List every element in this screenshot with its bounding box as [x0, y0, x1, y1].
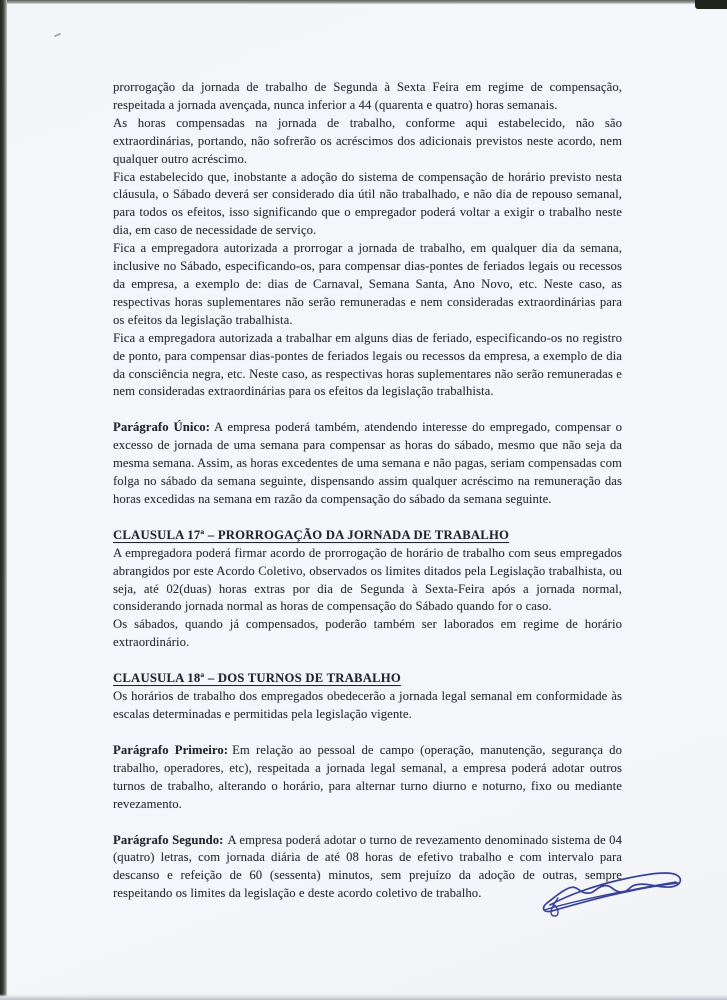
- scan-edge-bottom: [0, 994, 727, 1000]
- paragraph-lead: Parágrafo Primeiro:: [113, 742, 229, 757]
- paragraph-primeiro: [113, 742, 622, 814]
- scan-speck: [54, 33, 61, 38]
- paragraph-lead: Parágrafo Único:: [113, 420, 210, 435]
- document-text-column: [113, 79, 622, 903]
- paragraph-body: Em relação ao pessoal de campo (operação, manutenção, segurança do trabalho, operadores, etc), respeitada a jornada legal semanal, a empresa poderá adotar outros turnos de trabalho, alterando o horário, para alternar turno diurno e noturno, fixo ou mediante revezamento.: [113, 742, 622, 811]
- paragraph-lead: Parágrafo Segundo:: [113, 832, 224, 847]
- scan-corner-top-right: [695, 0, 727, 9]
- paragraph: Fica a empregadora autorizada a trabalhar em alguns dias de feriado, especificando-os no registro de ponto, para compensar dias-pontes de feriados legais ou recessos da empresa, a exemplo de dia da consciência negra, etc. Neste caso, as respectivas horas suplementares não serão remuneradas e nem consideradas extraordinárias para os efeitos da legislação trabalhista.: [113, 330, 622, 399]
- signature-stroke: [544, 873, 681, 911]
- clause-18-heading: CLAUSULA 18ª – DOS TURNOS DE TRABALHO: [113, 671, 401, 686]
- scan-edge-top: [0, 0, 727, 4]
- paragraph: A empregadora poderá firmar acordo de prorrogação de horário de trabalho com seus empregados abrangidos por este Acordo Coletivo, observados os limites ditados pela Legislação trabalhista, ou seja, até 02(duas) horas extras por dia de Segunda à Sexta-Feira após a jornada normal, considerando jornada normal as horas de compensação do Sábado quando for o caso.: [113, 545, 622, 614]
- paragraph: Fica estabelecido que, inobstante a adoção do sistema de compensação de horário previsto nesta cláusula, o Sábado deverá ser considerado dia útil não trabalhado, e não dia de repouso semanal, para todos os efeitos, isso significando que o empregador poderá voltar a exigir o trabalho neste dia, em caso de necessidade de serviço.: [113, 169, 622, 238]
- scan-edge-left: [0, 0, 7, 1000]
- paragraph-unico: [113, 419, 622, 509]
- paragraph: Os horários de trabalho dos empregados obedecerão a jornada legal semanal em conformidade às escalas determinadas e permitidas pela legislação vigente.: [113, 689, 622, 721]
- paragraph-body: A empresa poderá também, atendendo interesse do empregado, compensar o excesso de jornada de uma semana para compensar as horas do sábado, mesmo que não seja da mesma semana. Assim, as horas excedentes de uma semana e não pagas, seriam compensadas com folga no sábado da semana seguinte, dispensando assim qualquer acréscimo na remuneração das horas excedidas na semana em razão da compensação do sábado da semana seguinte.: [113, 420, 623, 506]
- paragraph: As horas compensadas na jornada de trabalho, conforme aqui estabelecido, não são extraordinárias, portando, não sofrerão os acréscimos dos adicionais previstos neste acordo, nem qualquer outro acréscimo.: [113, 115, 622, 166]
- paragraph-body: A empresa poderá adotar o turno de revezamento denominado sistema de 04 (quatro) letras, com jornada diária de até 08 horas de efetivo trabalho e com intervalo para descanso e refeição de 60 (sessenta) minutos, sem prejuízo da adoção de outras, sempre respeitando os limites da legislação e deste acordo coletivo de trabalho.: [113, 832, 622, 901]
- paragraph: Os sábados, quando já compensados, poderão também ser laborados em regime de horário extraordinário.: [113, 617, 622, 650]
- paragraph: Fica a empregadora autorizada a prorrogar a jornada de trabalho, em qualquer dia da semana, inclusive no Sábado, especificando-os, para compensar dias-pontes de feriados legais ou recessos da empresa, a exemplo de: dias de Carnaval, Semana Santa, Ano Novo, etc. Neste caso, as respectivas horas suplementares não serão remuneradas e nem consideradas extraordinárias para os efeitos da legislação trabalhista.: [113, 241, 622, 327]
- handwritten-signature: [528, 858, 696, 924]
- paragraph: prorrogação da jornada de trabalho de Segunda à Sexta Feira em regime de compensação, respeitada a jornada avençada, nunca inferior a 44 (quarenta e quatro) horas semanais.: [113, 80, 622, 112]
- clause-17-heading: CLAUSULA 17ª – PRORROGAÇÃO DA JORNADA DE TRABALHO: [113, 527, 510, 542]
